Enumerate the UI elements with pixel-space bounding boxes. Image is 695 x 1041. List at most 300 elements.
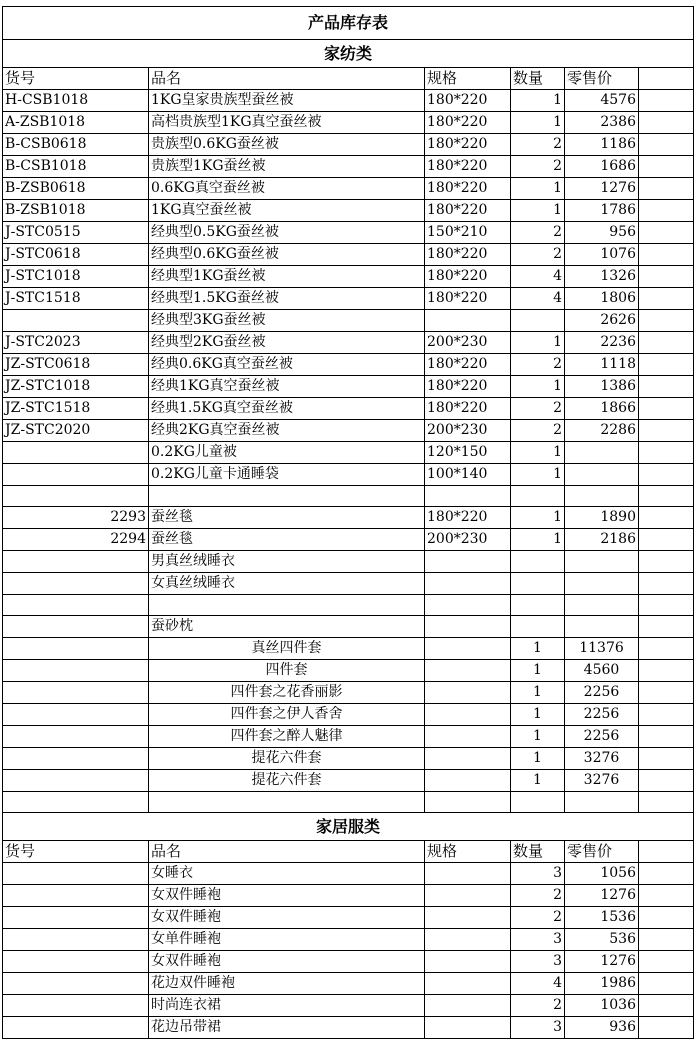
table-row <box>3 929 694 951</box>
column-header[interactable]: 规格 <box>425 841 511 863</box>
table-row <box>3 178 694 200</box>
spec-cell[interactable] <box>425 682 511 704</box>
table-row <box>3 595 694 616</box>
spec-cell[interactable]: 180*220 <box>425 507 511 529</box>
extra-cell[interactable] <box>639 376 694 398</box>
table-row <box>3 529 694 551</box>
table-row <box>3 310 694 332</box>
table-row <box>3 907 694 929</box>
price-cell[interactable]: 2626 <box>565 310 639 332</box>
code-cell[interactable]: 2293 <box>3 507 149 529</box>
spec-cell[interactable] <box>425 863 511 885</box>
code-cell[interactable] <box>3 638 149 660</box>
price-cell[interactable]: 1686 <box>565 156 639 178</box>
price-cell[interactable]: 1326 <box>565 266 639 288</box>
name-cell[interactable]: 女真丝绒睡衣 <box>149 573 425 595</box>
qty-cell[interactable]: 3 <box>511 1017 565 1039</box>
price-cell[interactable]: 4576 <box>565 90 639 112</box>
name-cell[interactable]: 四件套 <box>149 660 425 682</box>
spec-cell[interactable] <box>425 951 511 973</box>
spec-cell[interactable]: 180*220 <box>425 178 511 200</box>
extra-cell[interactable] <box>639 332 694 354</box>
price-cell[interactable]: 1786 <box>565 200 639 222</box>
price-cell[interactable]: 2386 <box>565 112 639 134</box>
spec-cell[interactable]: 180*220 <box>425 354 511 376</box>
extra-cell[interactable] <box>639 464 694 486</box>
extra-cell[interactable] <box>639 973 694 995</box>
spec-cell[interactable] <box>425 638 511 660</box>
qty-cell[interactable]: 1 <box>511 112 565 134</box>
qty-cell[interactable]: 1 <box>511 770 565 792</box>
qty-cell[interactable]: 1 <box>511 90 565 112</box>
extra-cell[interactable] <box>639 90 694 112</box>
qty-cell[interactable]: 1 <box>511 682 565 704</box>
extra-cell[interactable] <box>639 863 694 885</box>
code-cell[interactable] <box>3 573 149 595</box>
name-cell[interactable]: 贵族型1KG蚕丝被 <box>149 156 425 178</box>
qty-cell[interactable]: 1 <box>511 726 565 748</box>
name-cell[interactable]: 蚕砂枕 <box>149 616 425 638</box>
table-row <box>3 112 694 134</box>
code-cell[interactable]: JZ-STC2020 <box>3 420 149 442</box>
spec-cell[interactable] <box>425 551 511 573</box>
table-row <box>3 156 694 178</box>
qty-cell[interactable]: 1 <box>511 442 565 464</box>
qty-cell[interactable]: 2 <box>511 885 565 907</box>
inventory-sheet <box>2 6 693 1039</box>
table-row <box>3 200 694 222</box>
sheet-title[interactable]: 产品库存表 <box>3 7 694 40</box>
column-header[interactable]: 数量 <box>511 68 565 90</box>
price-cell[interactable]: 936 <box>565 1017 639 1039</box>
code-cell[interactable] <box>3 464 149 486</box>
table-row <box>3 770 694 792</box>
spec-cell[interactable]: 120*150 <box>425 442 511 464</box>
code-cell[interactable] <box>3 907 149 929</box>
header-row <box>3 841 694 863</box>
table-row <box>3 464 694 486</box>
name-cell[interactable]: 女双件睡袍 <box>149 951 425 973</box>
spec-cell[interactable]: 180*220 <box>425 266 511 288</box>
code-cell[interactable] <box>3 442 149 464</box>
spec-cell[interactable]: 180*220 <box>425 288 511 310</box>
code-cell[interactable] <box>3 310 149 332</box>
code-cell[interactable] <box>3 951 149 973</box>
name-cell[interactable]: 四件套之伊人香舍 <box>149 704 425 726</box>
extra-cell[interactable] <box>639 486 694 507</box>
qty-cell[interactable]: 1 <box>511 200 565 222</box>
price-cell[interactable]: 2256 <box>565 726 639 748</box>
spec-cell[interactable] <box>425 885 511 907</box>
table-row <box>3 573 694 595</box>
table-row <box>3 1017 694 1039</box>
price-cell[interactable]: 536 <box>565 929 639 951</box>
code-cell[interactable]: J-STC0618 <box>3 244 149 266</box>
spec-cell[interactable] <box>425 929 511 951</box>
spec-cell[interactable] <box>425 748 511 770</box>
name-cell[interactable]: 经典1KG真空蚕丝被 <box>149 376 425 398</box>
table-row <box>3 507 694 529</box>
price-cell[interactable] <box>565 486 639 507</box>
name-cell[interactable]: 提花六件套 <box>149 770 425 792</box>
code-cell[interactable] <box>3 973 149 995</box>
extra-cell[interactable] <box>639 266 694 288</box>
spec-cell[interactable]: 200*230 <box>425 332 511 354</box>
extra-cell[interactable] <box>639 951 694 973</box>
price-cell[interactable] <box>565 616 639 638</box>
name-cell[interactable] <box>149 595 425 616</box>
spec-cell[interactable]: 200*230 <box>425 420 511 442</box>
column-header[interactable]: 货号 <box>3 841 149 863</box>
spec-cell[interactable] <box>425 973 511 995</box>
name-cell[interactable]: 时尚连衣裙 <box>149 995 425 1017</box>
price-cell[interactable] <box>565 573 639 595</box>
price-cell[interactable]: 1890 <box>565 507 639 529</box>
extra-cell[interactable] <box>639 200 694 222</box>
code-cell[interactable]: J-STC1518 <box>3 288 149 310</box>
name-cell[interactable]: 经典型0.6KG蚕丝被 <box>149 244 425 266</box>
spec-cell[interactable]: 200*230 <box>425 529 511 551</box>
price-cell[interactable]: 4560 <box>565 660 639 682</box>
extra-cell[interactable] <box>639 704 694 726</box>
price-cell[interactable]: 3276 <box>565 748 639 770</box>
table-row <box>3 134 694 156</box>
column-header[interactable] <box>639 841 694 863</box>
name-cell[interactable] <box>149 486 425 507</box>
spec-cell[interactable]: 180*220 <box>425 156 511 178</box>
extra-cell[interactable] <box>639 770 694 792</box>
qty-cell[interactable]: 1 <box>511 748 565 770</box>
spec-cell[interactable]: 180*220 <box>425 134 511 156</box>
extra-cell[interactable] <box>639 660 694 682</box>
name-cell[interactable]: 蚕丝毯 <box>149 507 425 529</box>
spec-cell[interactable] <box>425 573 511 595</box>
code-cell[interactable]: A-ZSB1018 <box>3 112 149 134</box>
name-cell[interactable]: 贵族型0.6KG蚕丝被 <box>149 134 425 156</box>
spec-cell[interactable]: 180*220 <box>425 376 511 398</box>
name-cell[interactable]: 蚕丝毯 <box>149 529 425 551</box>
extra-cell[interactable] <box>639 573 694 595</box>
qty-cell[interactable] <box>511 551 565 573</box>
name-cell[interactable]: 女双件睡袍 <box>149 907 425 929</box>
extra-cell[interactable] <box>639 885 694 907</box>
table-row <box>3 288 694 310</box>
extra-cell[interactable] <box>639 995 694 1017</box>
code-cell[interactable]: 2294 <box>3 529 149 551</box>
empty-cell[interactable] <box>639 792 694 813</box>
table-row <box>3 244 694 266</box>
spec-cell[interactable]: 180*220 <box>425 200 511 222</box>
price-cell[interactable]: 2256 <box>565 704 639 726</box>
spec-cell[interactable] <box>425 726 511 748</box>
name-cell[interactable]: 高档贵族型1KG真空蚕丝被 <box>149 112 425 134</box>
spec-cell[interactable] <box>425 704 511 726</box>
extra-cell[interactable] <box>639 156 694 178</box>
code-cell[interactable]: B-CSB1018 <box>3 156 149 178</box>
extra-cell[interactable] <box>639 244 694 266</box>
extra-cell[interactable] <box>639 354 694 376</box>
code-cell[interactable] <box>3 726 149 748</box>
qty-cell[interactable]: 1 <box>511 507 565 529</box>
price-cell[interactable]: 11376 <box>565 638 639 660</box>
name-cell[interactable]: 经典型1.5KG蚕丝被 <box>149 288 425 310</box>
column-header[interactable]: 零售价 <box>565 68 639 90</box>
table-row <box>3 863 694 885</box>
price-cell[interactable]: 1036 <box>565 995 639 1017</box>
qty-cell[interactable]: 1 <box>511 178 565 200</box>
price-cell[interactable]: 1056 <box>565 863 639 885</box>
column-header[interactable]: 规格 <box>425 68 511 90</box>
price-cell[interactable]: 1986 <box>565 973 639 995</box>
price-cell[interactable]: 1276 <box>565 885 639 907</box>
price-cell[interactable]: 956 <box>565 222 639 244</box>
price-cell[interactable]: 2186 <box>565 529 639 551</box>
qty-cell[interactable]: 1 <box>511 660 565 682</box>
name-cell[interactable]: 经典型1KG蚕丝被 <box>149 266 425 288</box>
empty-cell[interactable] <box>511 792 565 813</box>
code-cell[interactable] <box>3 660 149 682</box>
column-header[interactable]: 货号 <box>3 68 149 90</box>
code-cell[interactable] <box>3 748 149 770</box>
code-cell[interactable]: JZ-STC1018 <box>3 376 149 398</box>
table-row <box>3 973 694 995</box>
section-title[interactable]: 家居服类 <box>3 813 694 841</box>
qty-cell[interactable] <box>511 595 565 616</box>
spec-cell[interactable]: 180*220 <box>425 244 511 266</box>
table-row <box>3 885 694 907</box>
name-cell[interactable]: 四件套之花香丽影 <box>149 682 425 704</box>
table-row <box>3 332 694 354</box>
name-cell[interactable]: 提花六件套 <box>149 748 425 770</box>
extra-cell[interactable] <box>639 929 694 951</box>
table-row <box>3 704 694 726</box>
code-cell[interactable] <box>3 770 149 792</box>
qty-cell[interactable]: 4 <box>511 266 565 288</box>
spec-cell[interactable] <box>425 616 511 638</box>
table-row <box>3 792 694 813</box>
column-header[interactable]: 品名 <box>149 841 425 863</box>
price-cell[interactable]: 2286 <box>565 420 639 442</box>
extra-cell[interactable] <box>639 907 694 929</box>
extra-cell[interactable] <box>639 178 694 200</box>
spec-cell[interactable] <box>425 995 511 1017</box>
price-cell[interactable]: 2256 <box>565 682 639 704</box>
name-cell[interactable]: 经典2KG真空蚕丝被 <box>149 420 425 442</box>
table-row <box>3 748 694 770</box>
qty-cell[interactable]: 1 <box>511 529 565 551</box>
spec-cell[interactable]: 100*140 <box>425 464 511 486</box>
price-cell[interactable] <box>565 442 639 464</box>
price-cell[interactable]: 1276 <box>565 178 639 200</box>
price-cell[interactable]: 1118 <box>565 354 639 376</box>
empty-cell[interactable] <box>565 792 639 813</box>
extra-cell[interactable] <box>639 442 694 464</box>
price-cell[interactable] <box>565 551 639 573</box>
qty-cell[interactable]: 2 <box>511 398 565 420</box>
table-row <box>3 442 694 464</box>
price-cell[interactable] <box>565 595 639 616</box>
spec-cell[interactable] <box>425 310 511 332</box>
qty-cell[interactable] <box>511 310 565 332</box>
code-cell[interactable] <box>3 595 149 616</box>
qty-cell[interactable] <box>511 573 565 595</box>
qty-cell[interactable]: 1 <box>511 638 565 660</box>
price-cell[interactable]: 1866 <box>565 398 639 420</box>
code-cell[interactable] <box>3 995 149 1017</box>
table-row <box>3 726 694 748</box>
column-header[interactable]: 品名 <box>149 68 425 90</box>
qty-cell[interactable]: 1 <box>511 376 565 398</box>
qty-cell[interactable]: 2 <box>511 244 565 266</box>
code-cell[interactable] <box>3 682 149 704</box>
code-cell[interactable]: B-ZSB0618 <box>3 178 149 200</box>
name-cell[interactable]: 0.2KG儿童被 <box>149 442 425 464</box>
qty-cell[interactable]: 4 <box>511 288 565 310</box>
extra-cell[interactable] <box>639 288 694 310</box>
name-cell[interactable]: 男真丝绒睡衣 <box>149 551 425 573</box>
column-header[interactable]: 数量 <box>511 841 565 863</box>
table-row <box>3 638 694 660</box>
extra-cell[interactable] <box>639 134 694 156</box>
spec-cell[interactable] <box>425 770 511 792</box>
name-cell[interactable]: 女双件睡袍 <box>149 885 425 907</box>
price-cell[interactable]: 3276 <box>565 770 639 792</box>
qty-cell[interactable]: 3 <box>511 929 565 951</box>
name-cell[interactable]: 经典型3KG蚕丝被 <box>149 310 425 332</box>
spec-cell[interactable] <box>425 660 511 682</box>
extra-cell[interactable] <box>639 112 694 134</box>
qty-cell[interactable]: 2 <box>511 156 565 178</box>
spec-cell[interactable]: 180*220 <box>425 398 511 420</box>
table-row <box>3 682 694 704</box>
table-row <box>3 222 694 244</box>
qty-cell[interactable]: 2 <box>511 222 565 244</box>
extra-cell[interactable] <box>639 551 694 573</box>
empty-cell[interactable] <box>149 792 425 813</box>
code-cell[interactable]: JZ-STC0618 <box>3 354 149 376</box>
extra-cell[interactable] <box>639 616 694 638</box>
qty-cell[interactable] <box>511 486 565 507</box>
code-cell[interactable]: B-CSB0618 <box>3 134 149 156</box>
name-cell[interactable]: 真丝四件套 <box>149 638 425 660</box>
name-cell[interactable]: 经典0.6KG真空蚕丝被 <box>149 354 425 376</box>
price-cell[interactable]: 1386 <box>565 376 639 398</box>
spec-cell[interactable] <box>425 907 511 929</box>
table-row <box>3 616 694 638</box>
extra-cell[interactable] <box>639 595 694 616</box>
price-cell[interactable]: 1076 <box>565 244 639 266</box>
spec-cell[interactable]: 180*220 <box>425 90 511 112</box>
table-row <box>3 376 694 398</box>
column-header[interactable] <box>639 68 694 90</box>
extra-cell[interactable] <box>639 310 694 332</box>
extra-cell[interactable] <box>639 726 694 748</box>
code-cell[interactable]: JZ-STC1518 <box>3 398 149 420</box>
extra-cell[interactable] <box>639 1017 694 1039</box>
table-row <box>3 951 694 973</box>
price-cell[interactable]: 1276 <box>565 951 639 973</box>
code-cell[interactable]: J-STC0515 <box>3 222 149 244</box>
extra-cell[interactable] <box>639 398 694 420</box>
code-cell[interactable] <box>3 1017 149 1039</box>
table-row <box>3 90 694 112</box>
code-cell[interactable] <box>3 551 149 573</box>
extra-cell[interactable] <box>639 682 694 704</box>
name-cell[interactable]: 0.6KG真空蚕丝被 <box>149 178 425 200</box>
code-cell[interactable] <box>3 885 149 907</box>
name-cell[interactable]: 经典型2KG蚕丝被 <box>149 332 425 354</box>
code-cell[interactable]: J-STC2023 <box>3 332 149 354</box>
spec-cell[interactable] <box>425 1017 511 1039</box>
qty-cell[interactable]: 2 <box>511 420 565 442</box>
qty-cell[interactable]: 2 <box>511 907 565 929</box>
empty-cell[interactable] <box>425 792 511 813</box>
code-cell[interactable] <box>3 704 149 726</box>
code-cell[interactable] <box>3 486 149 507</box>
qty-cell[interactable]: 4 <box>511 973 565 995</box>
code-cell[interactable] <box>3 616 149 638</box>
name-cell[interactable]: 花边吊带裙 <box>149 1017 425 1039</box>
spec-cell[interactable] <box>425 486 511 507</box>
spec-cell[interactable]: 180*220 <box>425 112 511 134</box>
name-cell[interactable]: 经典1.5KG真空蚕丝被 <box>149 398 425 420</box>
code-cell[interactable]: H-CSB1018 <box>3 90 149 112</box>
qty-cell[interactable]: 2 <box>511 995 565 1017</box>
table-row <box>3 420 694 442</box>
name-cell[interactable]: 1KG皇家贵族型蚕丝被 <box>149 90 425 112</box>
name-cell[interactable]: 四件套之醉人魅律 <box>149 726 425 748</box>
price-cell[interactable]: 2236 <box>565 332 639 354</box>
qty-cell[interactable]: 2 <box>511 134 565 156</box>
qty-cell[interactable]: 1 <box>511 464 565 486</box>
qty-cell[interactable]: 1 <box>511 704 565 726</box>
extra-cell[interactable] <box>639 420 694 442</box>
name-cell[interactable]: 女单件睡袍 <box>149 929 425 951</box>
qty-cell[interactable]: 3 <box>511 951 565 973</box>
table-row <box>3 995 694 1017</box>
empty-cell[interactable] <box>3 792 149 813</box>
price-cell[interactable]: 1806 <box>565 288 639 310</box>
qty-cell[interactable] <box>511 616 565 638</box>
name-cell[interactable]: 经典型0.5KG蚕丝被 <box>149 222 425 244</box>
name-cell[interactable]: 女睡衣 <box>149 863 425 885</box>
extra-cell[interactable] <box>639 222 694 244</box>
name-cell[interactable]: 1KG真空蚕丝被 <box>149 200 425 222</box>
extra-cell[interactable] <box>639 507 694 529</box>
price-cell[interactable]: 1536 <box>565 907 639 929</box>
column-header[interactable]: 零售价 <box>565 841 639 863</box>
code-cell[interactable] <box>3 863 149 885</box>
code-cell[interactable]: J-STC1018 <box>3 266 149 288</box>
code-cell[interactable]: B-ZSB1018 <box>3 200 149 222</box>
qty-cell[interactable]: 2 <box>511 354 565 376</box>
section-title[interactable]: 家纺类 <box>3 40 694 68</box>
price-cell[interactable]: 1186 <box>565 134 639 156</box>
table-row <box>3 660 694 682</box>
qty-cell[interactable]: 1 <box>511 332 565 354</box>
extra-cell[interactable] <box>639 638 694 660</box>
price-cell[interactable] <box>565 464 639 486</box>
name-cell[interactable]: 花边双件睡袍 <box>149 973 425 995</box>
name-cell[interactable]: 0.2KG儿童卡通睡袋 <box>149 464 425 486</box>
code-cell[interactable] <box>3 929 149 951</box>
spec-cell[interactable] <box>425 595 511 616</box>
section-row <box>3 813 694 841</box>
extra-cell[interactable] <box>639 748 694 770</box>
spec-cell[interactable]: 150*210 <box>425 222 511 244</box>
extra-cell[interactable] <box>639 529 694 551</box>
qty-cell[interactable]: 3 <box>511 863 565 885</box>
